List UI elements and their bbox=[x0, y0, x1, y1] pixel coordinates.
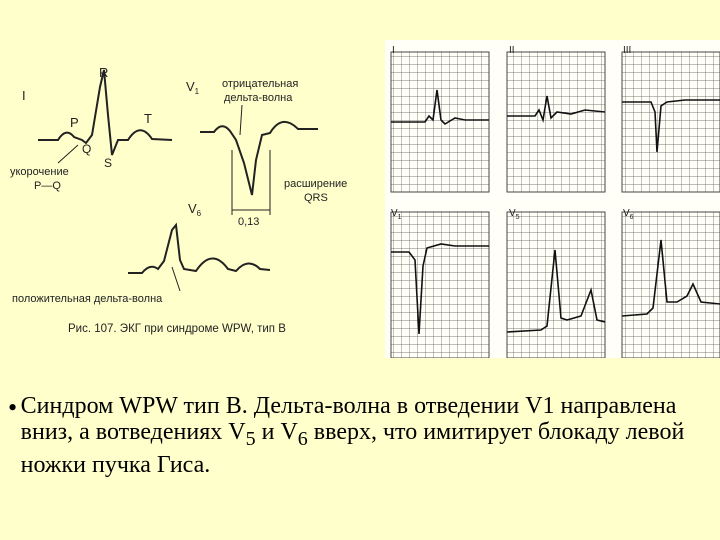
ecg-panel-v5 bbox=[507, 208, 605, 358]
svg-text:III: III bbox=[623, 45, 632, 56]
wave-t-label: T bbox=[144, 111, 152, 126]
wpw-schematic-figure bbox=[0, 55, 380, 345]
lead-i-label: I bbox=[22, 88, 26, 103]
svg-text:V5: $V_5$ bbox=[509, 208, 520, 221]
pos-delta-label: положительная дельта-волна bbox=[12, 293, 163, 305]
qrs-label-line2: QRS bbox=[304, 192, 328, 204]
ecg-panel-iii bbox=[622, 45, 720, 192]
lead-v1-label: $V_1$ bbox=[186, 79, 200, 96]
neg-delta-label-line1: отрицательная bbox=[222, 78, 299, 90]
wave-q-label: Q bbox=[82, 142, 92, 156]
neg-delta-label-line2: дельта-волна bbox=[224, 92, 293, 104]
bullet-marker: • bbox=[8, 393, 18, 422]
wave-s-label: S bbox=[104, 156, 113, 170]
svg-text:V6: $V_6$ bbox=[623, 208, 634, 221]
wave-p-label: P bbox=[70, 115, 79, 130]
qrs-width-label: 0,13 bbox=[238, 216, 260, 228]
lead-v6-trace bbox=[128, 225, 270, 273]
ecg-panel-i bbox=[391, 45, 489, 192]
figure-caption: Рис. 107. ЭКГ при синдроме WPW, тип В bbox=[68, 323, 286, 335]
wave-r-label: R bbox=[99, 65, 109, 80]
ecg-panel-v1 bbox=[391, 208, 489, 358]
ecg-strips-figure bbox=[385, 40, 720, 358]
ecg-panel-v6 bbox=[622, 208, 720, 358]
pq-label-line2: P—Q bbox=[34, 180, 61, 192]
ecg-panel-ii bbox=[507, 45, 605, 192]
pq-label-line1: укорочение bbox=[10, 166, 69, 178]
qrs-label-line1: расширение bbox=[284, 178, 348, 190]
svg-text:V1: $V_1$ bbox=[391, 208, 402, 221]
bullet-item bbox=[8, 393, 708, 478]
lead-v6-label: $V_6$ bbox=[188, 201, 202, 218]
svg-text:II: II bbox=[509, 45, 515, 56]
svg-text:I: I bbox=[392, 45, 395, 56]
bullet-text: Синдром WPW тип B. Дельта-волна в отведении V1 направлена вниз, а вотведениях $V_5$ и $V_6$ вверх, что имитирует блокаду левой ножки пучка Гиса. bbox=[20, 393, 685, 478]
